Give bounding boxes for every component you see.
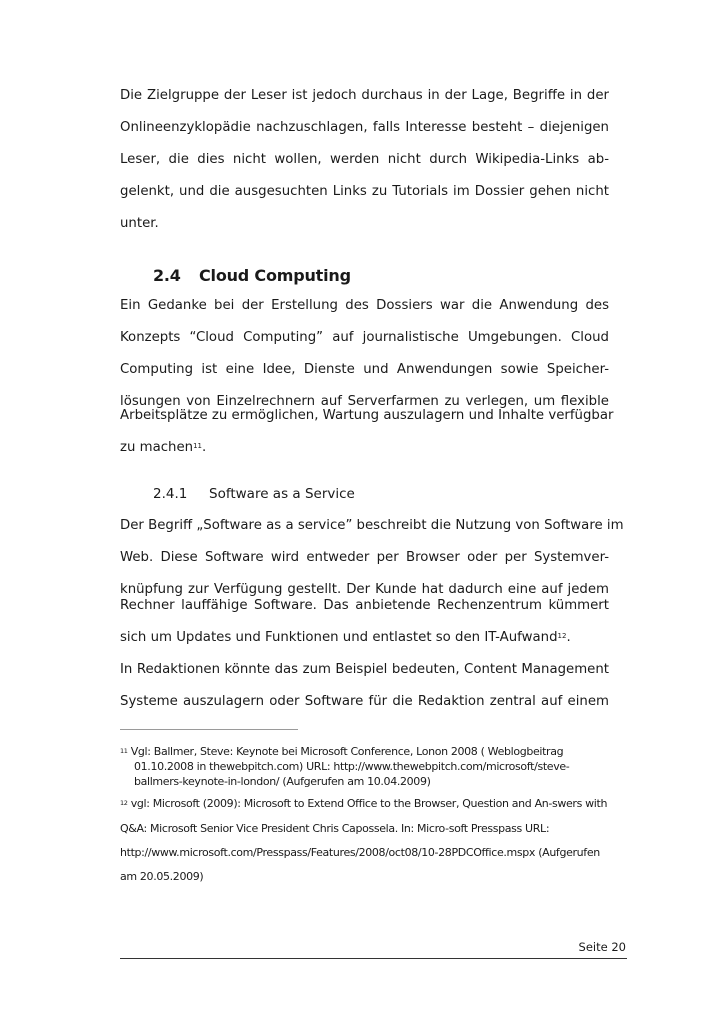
- footnote-11-mark: 11: [120, 747, 128, 755]
- footnote-12-mark: 12: [120, 799, 128, 807]
- paragraph-2-period: .: [202, 440, 207, 455]
- paragraph-2-line-4: lösungen von Einzelrechnern auf Serverfarmen zu verlegen, um flexible: [120, 394, 609, 409]
- paragraph-1-line-2: Onlineenzyklopädie nachzuschlagen, falls Interesse besteht – diejenigen: [120, 120, 609, 135]
- paragraph-3-line-2: Web. Diese Software wird entweder per Browser oder per Systemver-: [120, 550, 609, 565]
- paragraph-4-line-1: In Redaktionen könnte das zum Beispiel bedeuten, Content Management: [120, 662, 609, 677]
- subsection-number: 2.4.1: [153, 486, 188, 502]
- page-number: Seite 20: [578, 940, 626, 954]
- subsection-heading: [153, 486, 355, 502]
- footnote-11-line-2: 01.10.2008 in thewebpitch.com) URL: http://www.thewebpitch.com/microsoft/steve-: [134, 760, 570, 773]
- paragraph-1-line-5: unter.: [120, 216, 159, 231]
- paragraph-3-line-3: knüpfung zur Verfügung gestellt. Der Kunde hat dadurch eine auf jedem: [120, 582, 609, 597]
- paragraph-3-line-1: Der Begriff „Software as a service” beschreibt die Nutzung von Software im: [120, 518, 624, 533]
- section-number: 2.4: [153, 266, 181, 285]
- footnote-11-line-3: ballmers-keynote-in-london/ (Aufgerufen am 10.04.2009): [134, 775, 431, 788]
- footnote-ref-12[interactable]: 12: [557, 632, 567, 640]
- paragraph-4-line-2: Systeme auszulagern oder Software für die Redaktion zentral auf einem: [120, 694, 609, 709]
- paragraph-3-line-4: Rechner lauffähige Software. Das anbietende Rechenzentrum kümmert: [120, 598, 609, 613]
- paragraph-1-line-3: Leser, die dies nicht wollen, werden nicht durch Wikipedia-Links ab-: [120, 152, 609, 167]
- footnote-12-line-4: am 20.05.2009): [120, 870, 204, 883]
- paragraph-1-line-1: Die Zielgruppe der Leser ist jedoch durchaus in der Lage, Begriffe in der: [120, 88, 609, 103]
- paragraph-2-line-2: Konzepts “Cloud Computing” auf journalistische Umgebungen. Cloud: [120, 330, 609, 345]
- paragraph-2-line-3: Computing ist eine Idee, Dienste und Anwendungen sowie Speicher-: [120, 362, 609, 377]
- footnote-12-text-1: vgl: Microsoft (2009): Microsoft to Extend Office to the Browser, Question and An-swers with: [130, 797, 608, 810]
- paragraph-2-line-6: [120, 440, 609, 456]
- section-heading: [153, 266, 351, 285]
- paragraph-3-line-5: [120, 630, 609, 646]
- paragraph-3-last-text: sich um Updates und Funktionen und entlastet so den IT-Aufwand: [120, 630, 558, 645]
- subsection-title: Software as a Service: [209, 486, 355, 502]
- paragraph-2-last-text: zu machen: [120, 440, 194, 455]
- section-title: Cloud Computing: [199, 266, 351, 285]
- paragraph-2-line-1: Ein Gedanke bei der Erstellung des Dossiers war die Anwendung des: [120, 298, 609, 313]
- footer-rule: [120, 958, 627, 959]
- footnote-12-line-1: [120, 797, 607, 811]
- footnote-ref-11[interactable]: 11: [193, 442, 203, 450]
- footnote-separator: [120, 729, 298, 730]
- paragraph-1-line-4: gelenkt, und die ausgesuchten Links zu Tutorials im Dossier gehen nicht: [120, 184, 609, 199]
- footnote-12-line-2: Q&A: Microsoft Senior Vice President Chris Capossela. In: Micro-soft Presspass URL:: [120, 822, 550, 835]
- footnote-11-text-1: Vgl: Ballmer, Steve: Keynote bei Microsoft Conference, Lonon 2008 ( Weblogbeitrag: [130, 745, 564, 758]
- paragraph-2-line-5: Arbeitsplätze zu ermöglichen, Wartung auszulagern und Inhalte verfügbar: [120, 408, 614, 423]
- paragraph-3-period: .: [566, 630, 571, 645]
- footnote-12-line-3: http://www.microsoft.com/Presspass/Features/2008/oct08/10-28PDCOffice.mspx (Aufgerufen: [120, 846, 600, 859]
- footnote-11-line-1: [120, 745, 563, 759]
